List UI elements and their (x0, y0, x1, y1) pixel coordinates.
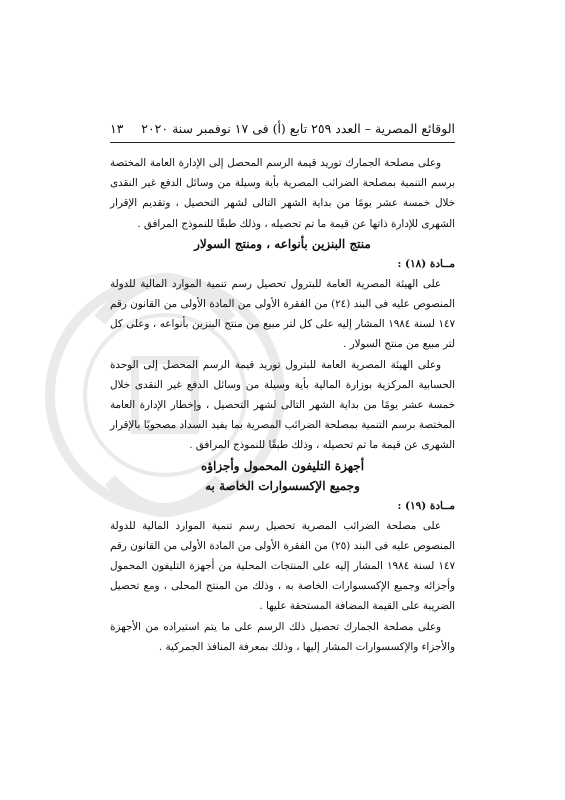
paragraph: وعلى مصلحة الجمارك تحصيل ذلك الرسم على ما يتم استيراده من الأجهزة والأجزاء والإكسسوارات المشار إليها ، وذلك بمعرفة المنافذ الجمركية . (110, 620, 455, 653)
section-heading: وجميع الإكسسوارات الخاصة به (205, 478, 360, 493)
page-number: ١٣ (110, 121, 124, 136)
paragraph: على مصلحة الضرائب المصرية تحصيل رسم تنمية الموارد المالية للدولة المنصوص عليه فى البند (٢٥) من الفقرة الأولى من المادة الأولى من القانون رقم ١٤٧ لسنة ١٩٨٤ المشار إليه على المنتجات المحلية من أجهزة التليفون المحمول وأجزائه وجميع الإكسسوارات الخاصة به ، وذلك من المنتج المحلى ، ومع تحصيل الضريبة على القيمة المضافة المستحقة عليها . (110, 519, 455, 613)
header-divider (110, 142, 455, 143)
header-title: الوقائع المصرية – العدد ٢٥٩ تابع (أ) فى ١٧ نوفمبر سنة ٢٠٢٠ (141, 121, 455, 136)
paragraph: على الهيئة المصرية العامة للبترول تحصيل رسم تنمية الموارد المالية للدولة المنصوص عليه فى البند (٢٤) من الفقرة الأولى من المادة الأولى من القانون رقم ١٤٧ لسنة ١٩٨٤ المشار إليه على كل لتر مبيع من منتج البنزين بأنواعه ، وعلى كل لتر مبيع من منتج السولار . (110, 277, 455, 351)
article-label: مــادة (١٩) : (397, 499, 455, 512)
paragraph: وعلى الهيئة المصرية العامة للبترول توريد قيمة الرسم المحصل إلى الوحدة الحسابية المركزية بوزارة المالية بأية وسيلة من وسائل الدفع غير النقدى خلال خمسة عشر يومًا من بداية الشهر التالى لشهر التحصيل ، وإخطار الإدارة العامة المختصة برسم التنمية بمصلحة الضرائب المصرية بما يفيد السداد مصحوبًا بالإقرار الشهرى عن قيمة ما تم تحصيله ، وذلك طبقًا للنموذج المرافق . (110, 358, 455, 452)
article-label: مــادة (١٨) : (397, 257, 455, 270)
document-body (110, 153, 455, 657)
page-header (110, 120, 455, 138)
section-heading: منتج البنزين بأنواعه ، ومنتج السولار (194, 236, 371, 251)
paragraph: وعلى مصلحة الجمارك توريد قيمة الرسم المحصل إلى الإدارة العامة المختصة برسم التنمية بمصلحة الضرائب المصرية بأية وسيلة من وسائل الدفع غير النقدى خلال خمسة عشر يومًا من بداية الشهر التالى لشهر التحصيل ، وتقديم الإقرار الشهرى للإدارة ذاتها عن قيمة ما تم تحصيله ، وذلك طبقًا للنموذج المرافق . (110, 157, 455, 230)
section-heading: أجهزة التليفون المحمول وأجزاؤه (200, 458, 365, 473)
